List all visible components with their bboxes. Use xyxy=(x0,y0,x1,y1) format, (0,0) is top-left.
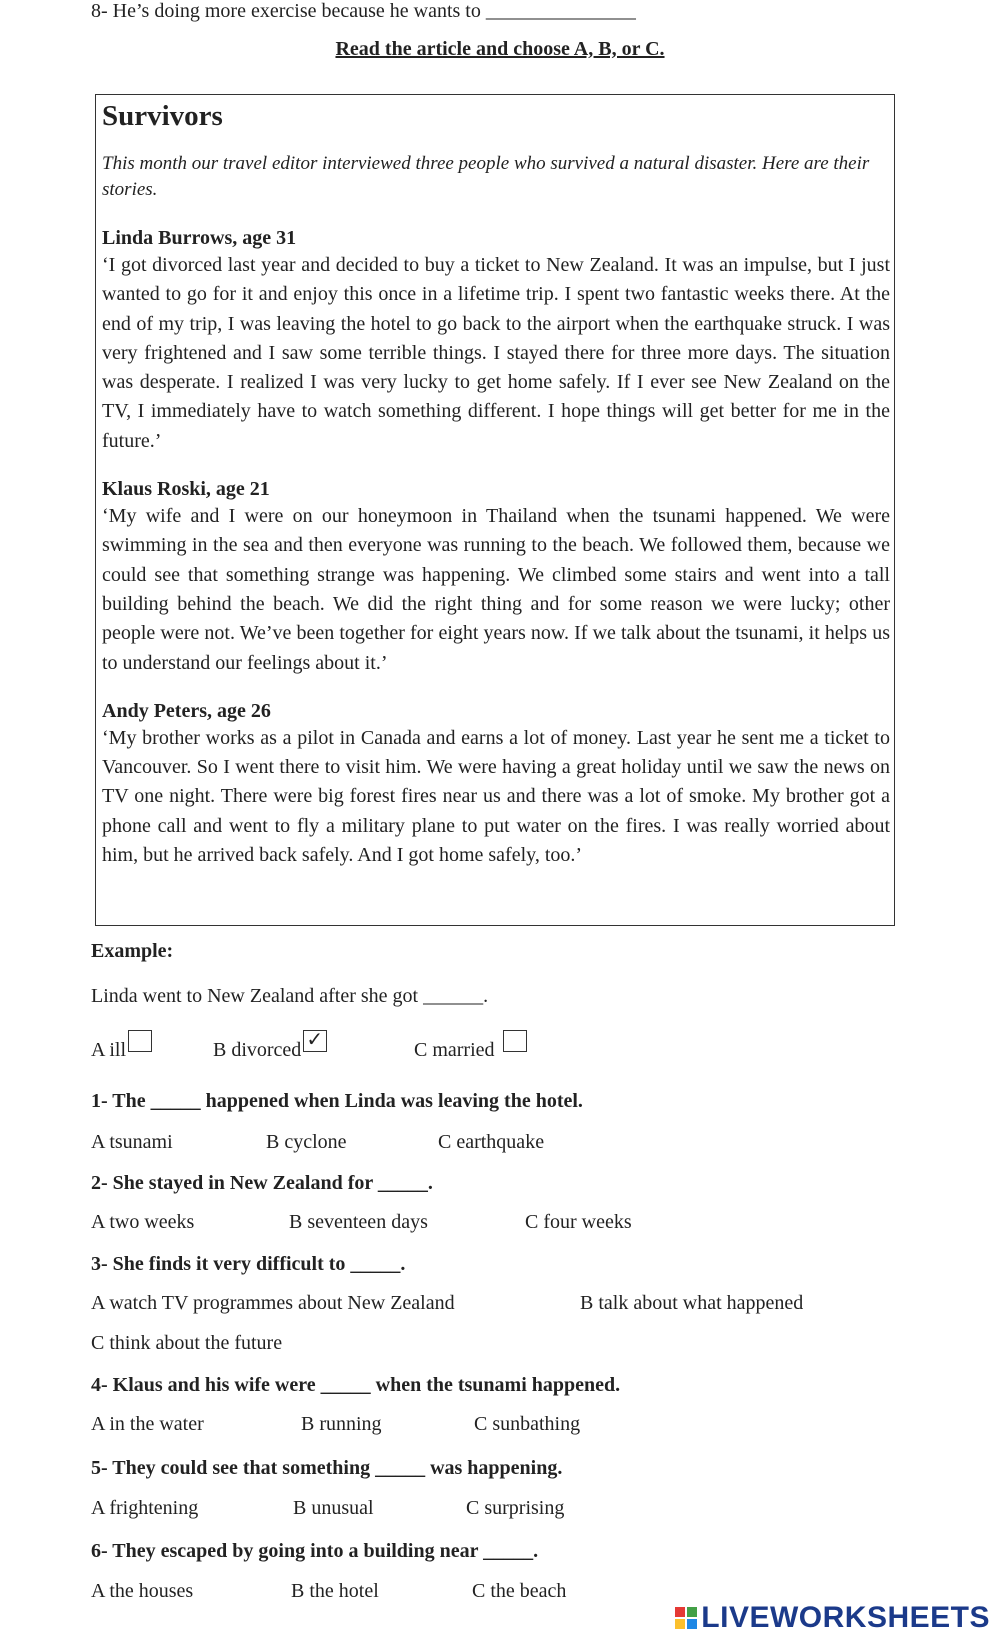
article-intro: This month our travel editor interviewed three people who survived a natural disaster. Here are their stories. xyxy=(102,153,870,200)
q4-option-b[interactable]: B running xyxy=(301,1413,382,1435)
q1-option-c[interactable]: C earthquake xyxy=(438,1131,545,1153)
q1-option-b[interactable]: B cyclone xyxy=(266,1131,347,1153)
example-option-c xyxy=(414,1030,527,1062)
question-1: 1- The _____ happened when Linda was leaving the hotel. xyxy=(91,1090,583,1112)
instruction-heading: Read the article and choose A, B, or C. xyxy=(335,38,665,60)
option-b-checkbox[interactable] xyxy=(303,1030,327,1052)
question-4: 4- Klaus and his wife were _____ when the tsunami happened. xyxy=(91,1374,621,1396)
story-text: ‘My wife and I were on our honeymoon in Thailand when the tsunami happened. We were swimming in the sea and then everyone was running to the beach. We followed them, because we could see that something strange was happening. We climbed some stairs and went into a tall building behind the beach. We did the right thing and for some reason we were lucky; other people were not. We’ve been together for eight years now. If we talk about the tsunami, it helps us to understand our feelings about it.’ xyxy=(102,505,890,674)
q3-option-a[interactable]: A watch TV programmes about New Zealand xyxy=(91,1292,455,1314)
q4-option-a[interactable]: A in the water xyxy=(91,1413,204,1435)
previous-question-8: 8- He’s doing more exercise because he wants to _______________ xyxy=(91,0,636,22)
checkmark-icon: ✓ xyxy=(306,1029,324,1051)
q6-option-b[interactable]: B the hotel xyxy=(291,1580,379,1602)
logo-mark-icon xyxy=(675,1607,697,1629)
q6-option-c[interactable]: C the beach xyxy=(472,1580,567,1602)
story-name: Klaus Roski, age 21 xyxy=(102,478,270,501)
option-label: B divorced xyxy=(213,1039,302,1061)
q3-option-b[interactable]: B talk about what happened xyxy=(580,1292,804,1314)
logo-square xyxy=(675,1619,685,1629)
q5-option-c[interactable]: C surprising xyxy=(466,1497,565,1519)
example-question: Linda went to New Zealand after she got ______. xyxy=(91,985,489,1007)
question-3: 3- She finds it very difficult to _____. xyxy=(91,1253,406,1275)
story-andy xyxy=(102,698,890,870)
q2-option-b[interactable]: B seventeen days xyxy=(289,1211,428,1233)
option-label: C married xyxy=(414,1039,495,1061)
example-option-b xyxy=(213,1030,327,1062)
option-c-checkbox[interactable] xyxy=(503,1030,527,1052)
example-option-a xyxy=(91,1030,152,1062)
story-linda xyxy=(102,225,890,456)
story-name: Linda Burrows, age 31 xyxy=(102,227,297,249)
logo-square xyxy=(687,1607,697,1617)
q5-option-b[interactable]: B unusual xyxy=(293,1497,374,1519)
story-klaus xyxy=(102,476,890,678)
q5-option-a[interactable]: A frightening xyxy=(91,1497,199,1519)
q4-option-c[interactable]: C sunbathing xyxy=(474,1413,581,1435)
story-text: ‘I got divorced last year and decided to buy a ticket to New Zealand. It was an impulse, but I just wanted to go for it and enjoy this once in a lifetime trip. I spent two fantastic weeks there. At the end of my trip, I was leaving the hotel to go back to the airport when the earthquake struck. I was very frightened and I saw some terrible things. I stayed there for three more days. The situation was desperate. I realized I was very lucky to get home safely. If I ever see New Zealand on the TV, I immediately have to watch something different. I hope things will get better for me in the future.’ xyxy=(102,254,890,452)
q3-option-c[interactable]: C think about the future xyxy=(91,1332,283,1354)
story-text: ‘My brother works as a pilot in Canada and earns a lot of money. Last year he sent me a ticket to Vancouver. So I went there to visit him. We were having a great holiday until we saw the news on TV one night. There were big forest fires near us and there was a lot of smoke. My brother got a phone call and went to fly a military plane to put water on the fires. I was really worried about him, but he arrived back safely. And I got home safely, too.’ xyxy=(102,726,890,867)
option-label: A ill xyxy=(91,1039,127,1061)
article-box xyxy=(95,94,895,926)
q2-option-c[interactable]: C four weeks xyxy=(525,1211,632,1233)
logo-text: LIVEWORKSHEETS xyxy=(701,1601,990,1634)
option-a-checkbox[interactable] xyxy=(128,1030,152,1052)
logo-square xyxy=(675,1607,685,1617)
q2-option-a[interactable]: A two weeks xyxy=(91,1211,195,1233)
question-2: 2- She stayed in New Zealand for _____. xyxy=(91,1172,433,1194)
liveworksheets-logo xyxy=(675,1601,990,1635)
article-title: Survivors xyxy=(102,100,223,132)
question-5: 5- They could see that something _____ was happening. xyxy=(91,1457,563,1479)
example-label: Example: xyxy=(91,940,174,962)
question-6: 6- They escaped by going into a building near _____. xyxy=(91,1540,539,1562)
logo-square xyxy=(687,1619,697,1629)
q6-option-a[interactable]: A the houses xyxy=(91,1580,194,1602)
q1-option-a[interactable]: A tsunami xyxy=(91,1131,173,1153)
story-name: Andy Peters, age 26 xyxy=(102,699,271,722)
